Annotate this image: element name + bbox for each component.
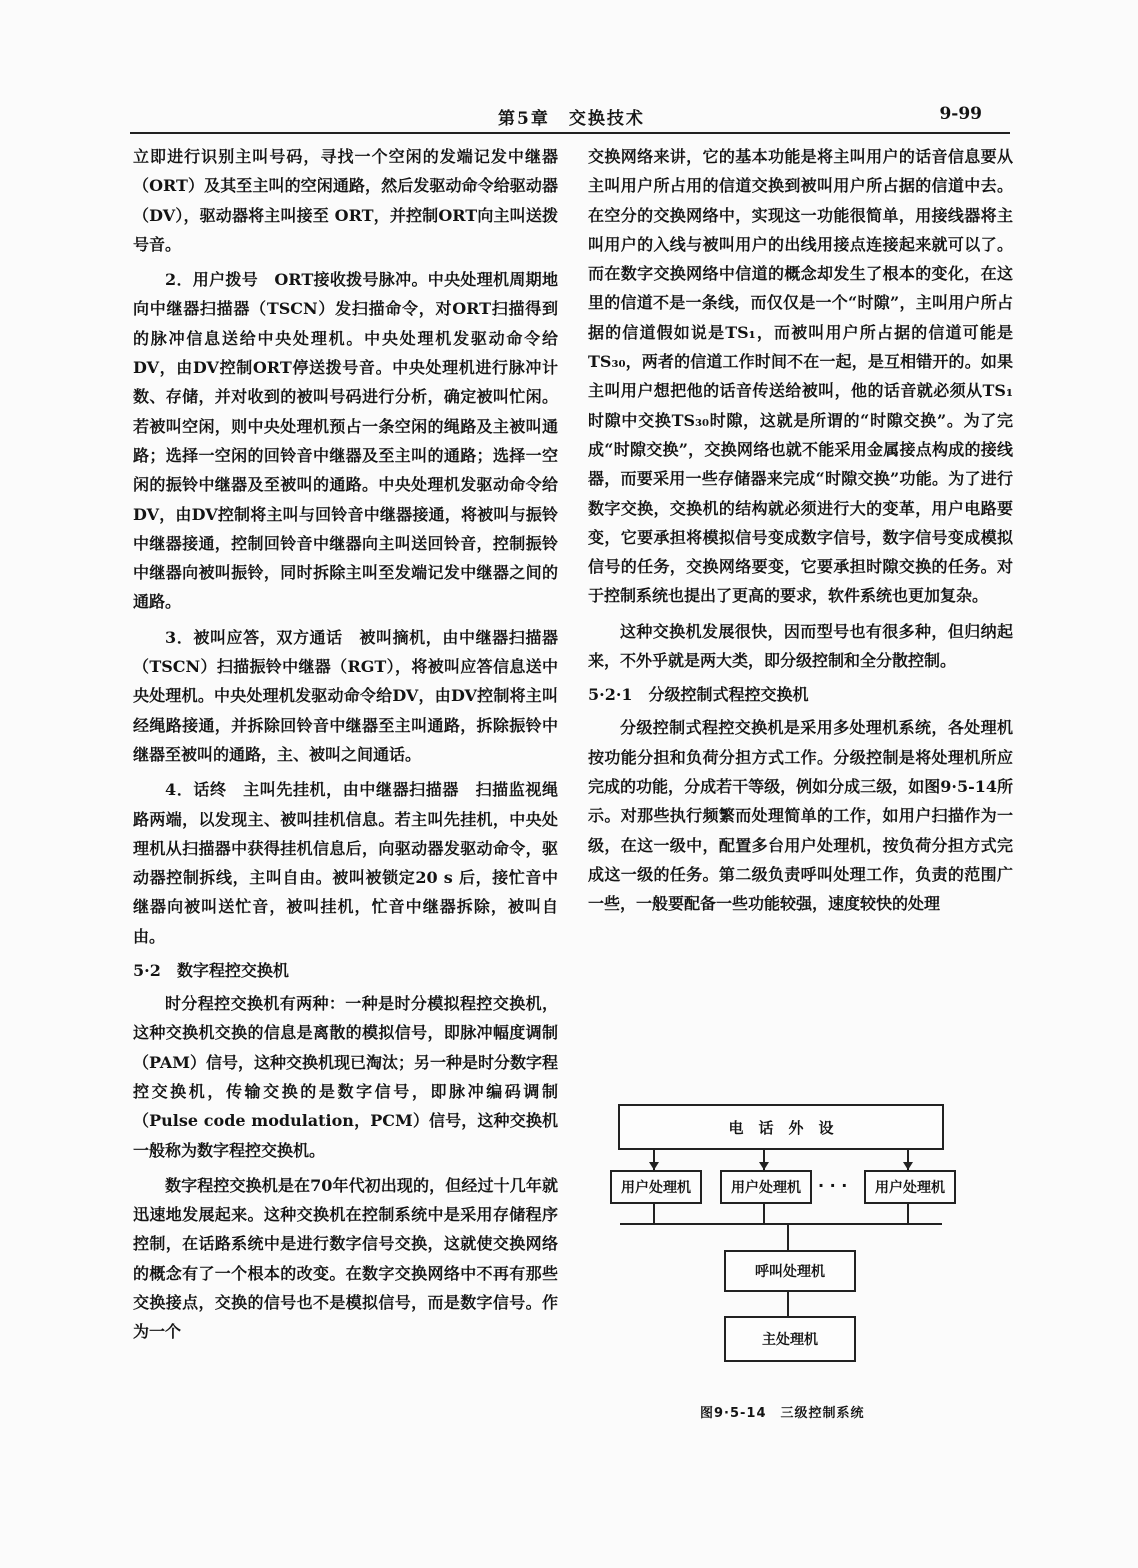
page-header (130, 104, 1010, 138)
right-column (588, 142, 1013, 924)
paragraph: 立即进行识别主叫号码，寻找一个空闲的发端记发中继器（ORT）及其至主叫的空闲通路，然后发驱动命令给驱动器（DV），驱动器将主叫接至 ORT，并控制ORT向主叫送拨号音。 (133, 147, 558, 254)
ellipsis: · · · (818, 1176, 848, 1195)
arrowhead (903, 1162, 913, 1170)
paragraph: 时分程控交换机有两种：一种是时分模拟程控交换机，这种交换机交换的信息是离散的模拟信号，即脉冲幅度调制（PAM）信号，这种交换机现已淘汰；另一种是时分数字程控交换机，传输交换的是数字信号，即脉冲编码调制（Pulse code modulation，PCM）信号，这种交换机一般称为数字程控交换机。 (133, 994, 558, 1160)
paragraph: 这种交换机发展很快，因而型号也有很多种，但归纳起来，不外乎就是两大类，即分级控制和全分散控制。 (588, 621, 1013, 671)
section-heading: 5·2·1 分级控制式程控交换机 (588, 685, 809, 705)
paragraph: 3．被叫应答，双方通话 被叫摘机，由中继器扫描器（TSCN）扫描振铃中继器（RGT），将被叫应答信息送中央处理机。中央处理机发驱动命令给DV，由DV控制将主叫经绳路接通，并拆除回铃音中继器至主叫通路，拆除振铃中继器至被叫的通路，主、被叫之间通话。 (133, 627, 558, 764)
user-processor-box: 用户处理机 (864, 1170, 956, 1204)
figure-three-level-control (606, 1102, 956, 1362)
paragraph: 分级控制式程控交换机是采用多处理机系统，各处理机按功能分担和负荷分担方式工作。分级控制是将处理机所应完成的功能，分成若干等级，例如分成三级，如图9·5-14所示。对那些执行频繁而处理简单的工作，如用户扫描作为一级，在这一级中，配置多台用户处理机，按负荷分担方式完成这一级的任务。第二级负责呼叫处理工作，负责的范围广一些，一般要配备一些功能较强，速度较快的处理 (588, 718, 1013, 914)
paragraph: 2．用户拨号 ORT接收拨号脉冲。中央处理机周期地向中继器扫描器（TSCN）发扫描命令，对ORT扫描得到的脉冲信息送给中央处理机。中央处理机发驱动命令给DV，由DV控制ORT停送拨号音。中央处理机进行脉冲计数、存储，并对收到的被叫号码进行分析，确定被叫忙闲。若被叫空闲，则中央处理机预占一条空闲的绳路及主被叫通路；选择一空闲的回铃音中继器及至主叫的通路；选择一空闲的振铃中继器及至被叫的通路。中央处理机发驱动命令给DV，由DV控制将主叫与回铃音中继器接通，将被叫与振铃中继器接通，控制回铃音中继器向主叫送回铃音，控制振铃中继器向被叫振铃，同时拆除主叫至发端记发中继器之间的通路。 (133, 270, 558, 612)
call-processor-box: 呼叫处理机 (724, 1250, 856, 1292)
paragraph: 4．话终 主叫先挂机，由中继器扫描器 扫描监视绳路两端，以发现主、被叫挂机信息。若主叫先挂机，中央处理机从扫描器中获得挂机信息后，向驱动器发驱动命令，驱动器控制拆线，主叫自由。被叫被锁定20 s 后，接忙音中继器向被叫送忙音，被叫挂机，忙音中继器拆除，被叫自由。 (133, 780, 558, 946)
page-number: 9-99 (939, 104, 982, 124)
arrowhead (759, 1162, 769, 1170)
paragraph: 数字程控交换机是在70年代初出现的，但经过十几年就迅速地发展起来。这种交换机在控制系统中是采用存储程序控制，在话路系统中是进行数字信号交换，这就使交换网络的概念有了一个根本的改变。在数字交换网络中不再有那些交换接点，交换的信号也不是模拟信号，而是数字信号。作为一个 (133, 1175, 558, 1342)
paragraph: 交换网络来讲，它的基本功能是将主叫用户的话音信息要从主叫用户所占用的信道交换到被叫用户所占据的信道中去。在空分的交换网络中，实现这一功能很简单，用接线器将主叫用户的入线与被叫用户的出线用接点连接起来就可以了。而在数字交换网络中信道的概念却发生了根本的变化，在这里的信道不是一条线，而仅仅是一个“时隙”，主叫用户所占据的信道假如说是TS₁，而被叫用户所占据的信道可能是TS₃₀，两者的信道工作时间不在一起，是互相错开的。如果主叫用户想把他的话音传送给被叫，他的话音就必须从TS₁时隙中交换TS₃₀时隙，这就是所谓的“时隙交换”。为了完成“时隙交换”，交换网络也就不能采用金属接点构成的接线器，而要采用一些存储器来完成“时隙交换”功能。为了进行数字交换，交换机的结构就必须进行大的变革，用户电路要变，它要承担将模拟信号变成数字信号，数字信号变成模拟信号的任务，交换网络要变，它要承担时隙交换的任务。对于控制系统也提出了更高的要求，软件系统也更加复杂。 (588, 147, 1013, 606)
user-processor-box: 用户处理机 (610, 1170, 702, 1204)
arrowhead (649, 1162, 659, 1170)
section-heading: 5·2 数字程控交换机 (133, 961, 289, 981)
telephone-peripherals-box: 电 话 外 设 (618, 1104, 944, 1150)
header-rule (130, 132, 1010, 134)
user-processor-box: 用户处理机 (720, 1170, 812, 1204)
chapter-title: 第5章 交换技术 (498, 109, 645, 129)
left-column (133, 142, 558, 1353)
figure-caption: 图9·5-14 三级控制系统 (700, 1406, 865, 1421)
main-processor-box: 主处理机 (724, 1316, 856, 1362)
